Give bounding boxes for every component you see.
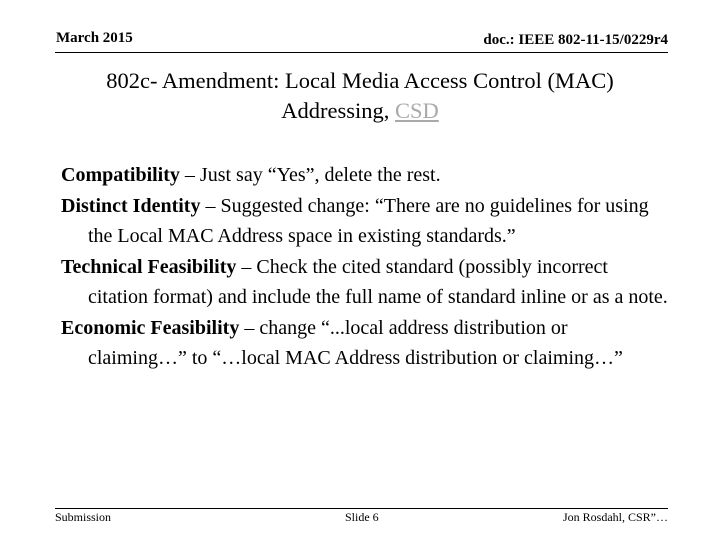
slide-body xyxy=(61,160,671,374)
footer-submission: Submission xyxy=(55,510,112,524)
item-term: Economic Feasibility xyxy=(61,316,240,339)
footer-slide-number: Slide 6 xyxy=(345,510,379,524)
item-term: Technical Feasibility xyxy=(61,255,237,278)
item-text: – change “...local address distribution or claiming…” to “…local MAC Address distribution or claiming…” xyxy=(88,316,623,369)
csd-link[interactable]: CSD xyxy=(394,98,439,123)
footer-author: Jon Rosdahl, CSR”… xyxy=(562,510,668,524)
item-text: – Suggested change: “There are no guidelines for using the Local MAC Address space in existing standards.” xyxy=(88,194,649,247)
title-line-2: Addressing, xyxy=(281,98,395,123)
footer-divider xyxy=(55,508,668,509)
item-text: – Check the cited standard (possibly incorrect citation format) and include the full name of standard inline or as a note. xyxy=(88,255,668,308)
item-technical-feasibility xyxy=(61,252,671,313)
item-compatibility xyxy=(61,160,671,191)
header-doc-id: doc.: IEEE 802-11-15/0229r4 xyxy=(483,32,668,48)
item-term: Compatibility xyxy=(61,164,180,186)
header-date: March 2015 xyxy=(56,30,133,46)
item-term: Distinct Identity xyxy=(61,194,201,217)
item-distinct-identity xyxy=(61,191,671,252)
title-line-1: 802c- Amendment: Local Media Access Control (MAC) xyxy=(106,68,614,93)
item-economic-feasibility xyxy=(61,313,671,374)
header-divider xyxy=(55,52,668,53)
item-text: – Just say “Yes”, delete the rest. xyxy=(179,164,441,186)
slide-title xyxy=(40,66,680,126)
